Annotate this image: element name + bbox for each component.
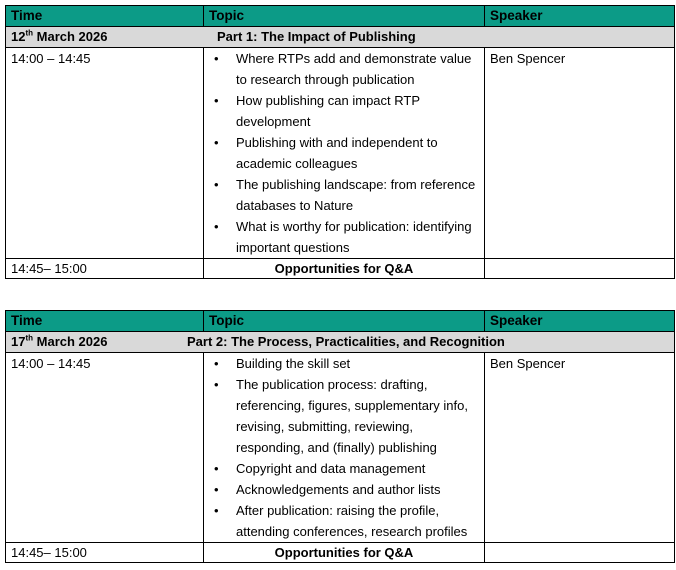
- topic-list-item: [209, 48, 479, 90]
- schedule-table-part-1: [5, 5, 675, 279]
- topic-list-item: [209, 174, 479, 216]
- part-title: Part 1: The Impact of Publishing: [217, 29, 416, 44]
- topic-text: The publication process: drafting, referencing, figures, supplementary info, revising, submitting, reviewing, responding, and (finally) publishing: [236, 377, 468, 455]
- part-title: Part 2: The Process, Practicalities, and Recognition: [187, 334, 505, 349]
- qa-time: 14:45– 15:00: [6, 259, 204, 279]
- date-row: [6, 27, 675, 48]
- qa-time: 14:45– 15:00: [6, 543, 204, 563]
- bullet-dot-icon: •: [214, 356, 219, 371]
- bullet-dot-icon: •: [214, 219, 219, 234]
- topic-text: The publishing landscape: from reference databases to Nature: [236, 177, 476, 213]
- topic-list-item: [209, 353, 479, 374]
- date-ordinal-suffix: th: [25, 333, 34, 343]
- topic-text: Where RTPs add and demonstrate value to research through publication: [236, 51, 472, 87]
- topic-list-item: [209, 90, 479, 132]
- date-row: [6, 332, 675, 353]
- session-time: 14:00 – 14:45: [6, 48, 204, 259]
- session-date: [11, 332, 203, 352]
- time-column-header: Time: [6, 6, 204, 27]
- date-row-cell: [6, 27, 675, 48]
- bullet-dot-icon: •: [214, 51, 219, 66]
- topic-text: Building the skill set: [236, 356, 351, 371]
- date-month-year: March 2026: [33, 334, 108, 349]
- date-day: 17: [11, 334, 26, 349]
- date-ordinal-suffix: th: [25, 28, 34, 38]
- speaker-column-header: Speaker: [485, 311, 675, 332]
- bullet-dot-icon: •: [214, 93, 219, 108]
- bullet-dot-icon: •: [214, 177, 219, 192]
- topic-text: Acknowledgements and author lists: [236, 482, 441, 497]
- qa-row: [6, 543, 675, 563]
- time-column-header: Time: [6, 311, 204, 332]
- date-day: 12: [11, 29, 26, 44]
- bullet-dot-icon: •: [214, 503, 219, 518]
- qa-speaker-empty: [485, 259, 675, 279]
- session-speaker: Ben Spencer: [485, 353, 675, 543]
- session-row: [6, 353, 675, 543]
- date-row-cell: [6, 332, 675, 353]
- session-row: [6, 48, 675, 259]
- session-speaker: Ben Spencer: [485, 48, 675, 259]
- bullet-dot-icon: •: [214, 461, 219, 476]
- qa-label: Opportunities for Q&A: [204, 259, 485, 279]
- bullet-dot-icon: •: [214, 482, 219, 497]
- session-time: 14:00 – 14:45: [6, 353, 204, 543]
- topic-list: [209, 48, 479, 258]
- topic-list-item: [209, 458, 479, 479]
- date-month-year: March 2026: [33, 29, 108, 44]
- qa-label: Opportunities for Q&A: [204, 543, 485, 563]
- topic-list-item: [209, 479, 479, 500]
- qa-row: [6, 259, 675, 279]
- topic-list-item: [209, 132, 479, 174]
- topic-column-header: Topic: [204, 311, 485, 332]
- bullet-dot-icon: •: [214, 135, 219, 150]
- bullet-dot-icon: •: [214, 377, 219, 392]
- topic-text: After publication: raising the profile, attending conferences, research profiles: [236, 503, 468, 539]
- topic-text: How publishing can impact RTP development: [236, 93, 420, 129]
- table-header-row: [6, 6, 675, 27]
- topic-text: What is worthy for publication: identifying important questions: [236, 219, 472, 255]
- topic-list-item: [209, 216, 479, 258]
- topic-text: Copyright and data management: [236, 461, 426, 476]
- topic-column-header: Topic: [204, 6, 485, 27]
- topic-list-item: [209, 374, 479, 458]
- session-topics-cell: [204, 48, 485, 259]
- table-header-row: [6, 311, 675, 332]
- topic-list-item: [209, 500, 479, 542]
- session-topics-cell: [204, 353, 485, 543]
- speaker-column-header: Speaker: [485, 6, 675, 27]
- topic-list: [209, 353, 479, 542]
- schedule-table-part-2: [5, 310, 675, 563]
- qa-speaker-empty: [485, 543, 675, 563]
- session-date: [11, 27, 203, 47]
- topic-text: Publishing with and independent to academic colleagues: [236, 135, 438, 171]
